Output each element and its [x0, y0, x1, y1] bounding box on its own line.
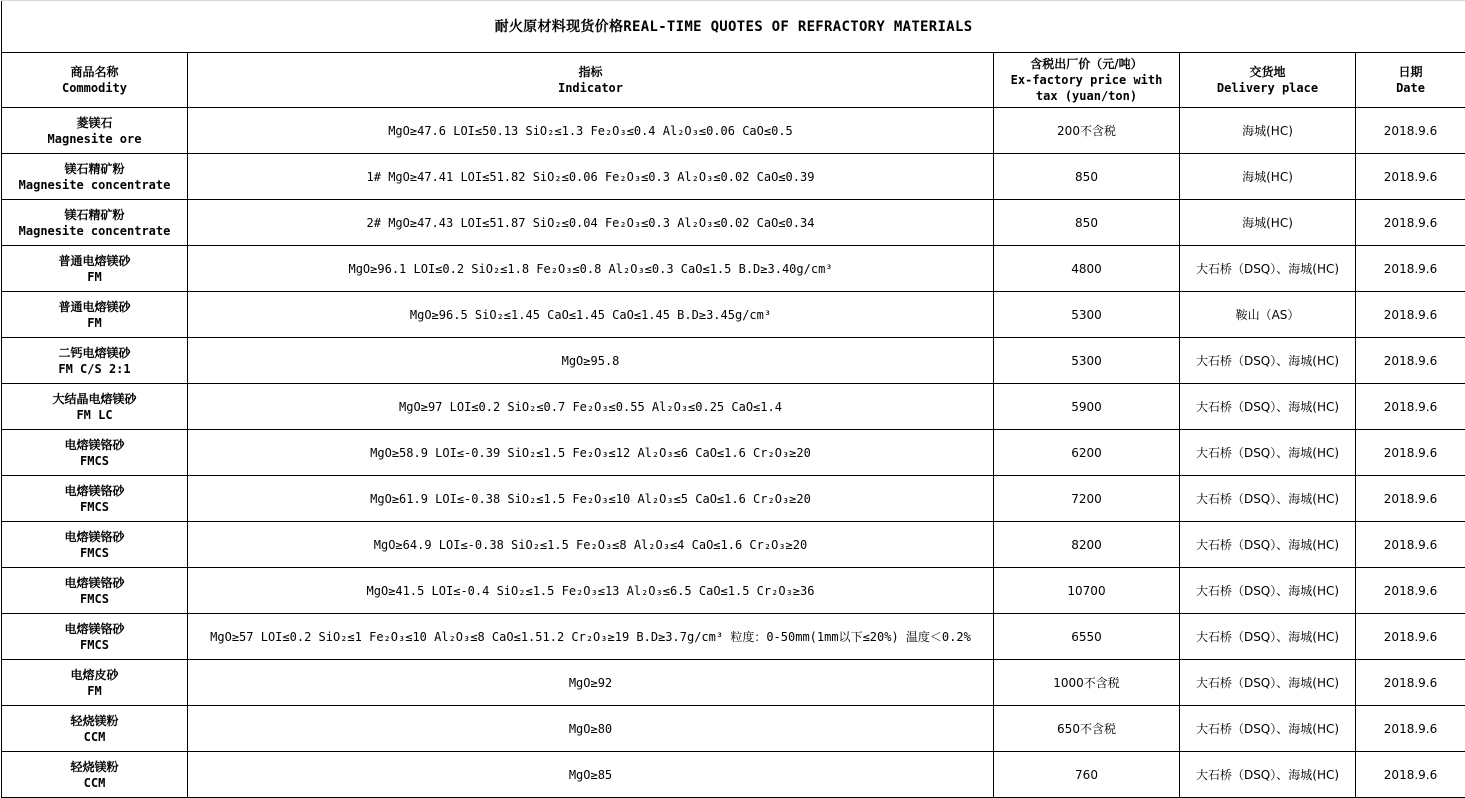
commodity-name-zh: 电熔镁铬砂	[64, 621, 125, 636]
title-row	[2, 1, 1465, 53]
indicator-cell: MgO≥92	[188, 660, 994, 706]
indicator-cell: MgO≥41.5 LOI≤-0.4 SiO₂≤1.5 Fe₂O₃≤13 Al₂O₃≤6.5 CaO≤1.5 Cr₂O₃≥36	[188, 568, 994, 614]
table-row	[2, 568, 1465, 614]
commodity-cell	[2, 108, 188, 154]
price-cell: 5300	[994, 292, 1180, 338]
table-row	[2, 338, 1465, 384]
commodity-name-en: Magnesite ore	[47, 131, 142, 146]
table-row	[2, 246, 1465, 292]
date-cell: 2018.9.6	[1356, 568, 1465, 614]
delivery-place-cell: 大石桥（DSQ）、海城(HC)	[1180, 476, 1356, 522]
header-row	[2, 53, 1465, 108]
commodity-cell	[2, 338, 188, 384]
indicator-cell: MgO≥97 LOI≤0.2 SiO₂≤0.7 Fe₂O₃≤0.55 Al₂O₃≤0.25 CaO≤1.4	[188, 384, 994, 430]
price-cell: 4800	[994, 246, 1180, 292]
quotes-table	[1, 0, 1465, 798]
date-cell: 2018.9.6	[1356, 154, 1465, 200]
commodity-name-zh: 镁石精矿粉	[64, 207, 125, 222]
header-commodity	[2, 53, 188, 108]
header-date-en: Date	[1396, 81, 1425, 95]
commodity-name-zh: 电熔皮砂	[70, 667, 119, 682]
price-cell: 5300	[994, 338, 1180, 384]
date-cell: 2018.9.6	[1356, 246, 1465, 292]
indicator-cell: MgO≥64.9 LOI≤-0.38 SiO₂≤1.5 Fe₂O₃≤8 Al₂O₃≤4 CaO≤1.6 Cr₂O₃≥20	[188, 522, 994, 568]
indicator-cell: 2# MgO≥47.43 LOI≤51.87 SiO₂≤0.04 Fe₂O₃≤0.3 Al₂O₃≤0.02 CaO≤0.34	[188, 200, 994, 246]
indicator-cell: MgO≥96.1 LOI≤0.2 SiO₂≤1.8 Fe₂O₃≤0.8 Al₂O₃≤0.3 CaO≤1.5 B.D≥3.40g/cm³	[188, 246, 994, 292]
commodity-name-zh: 轻烧镁粉	[70, 713, 119, 728]
date-cell: 2018.9.6	[1356, 384, 1465, 430]
commodity-cell	[2, 154, 188, 200]
date-cell: 2018.9.6	[1356, 108, 1465, 154]
price-cell: 5900	[994, 384, 1180, 430]
table-row	[2, 752, 1465, 798]
price-cell: 6200	[994, 430, 1180, 476]
indicator-cell: MgO≥85	[188, 752, 994, 798]
table-row	[2, 522, 1465, 568]
date-cell: 2018.9.6	[1356, 476, 1465, 522]
commodity-name-en: FMCS	[80, 499, 109, 514]
price-cell: 650不含税	[994, 706, 1180, 752]
commodity-name-en: FM	[87, 315, 102, 330]
commodity-cell	[2, 200, 188, 246]
delivery-place-cell: 海城(HC)	[1180, 108, 1356, 154]
delivery-place-cell: 大石桥（DSQ）、海城(HC)	[1180, 384, 1356, 430]
header-place-zh: 交货地	[1249, 65, 1286, 79]
commodity-cell	[2, 246, 188, 292]
table-row	[2, 614, 1465, 660]
table-title: 耐火原材料现货价格REAL-TIME QUOTES OF REFRACTORY MATERIALS	[2, 1, 1465, 53]
commodity-cell	[2, 292, 188, 338]
price-cell: 850	[994, 154, 1180, 200]
indicator-cell: MgO≥47.6 LOI≤50.13 SiO₂≤1.3 Fe₂O₃≤0.4 Al₂O₃≤0.06 CaO≤0.5	[188, 108, 994, 154]
commodity-cell	[2, 430, 188, 476]
header-date-zh: 日期	[1398, 65, 1423, 79]
price-cell: 6550	[994, 614, 1180, 660]
price-cell: 200不含税	[994, 108, 1180, 154]
commodity-name-zh: 二钙电熔镁砂	[58, 345, 131, 360]
table-row	[2, 660, 1465, 706]
commodity-name-zh: 电熔镁铬砂	[64, 529, 125, 544]
commodity-name-zh: 电熔镁铬砂	[64, 483, 125, 498]
table-row	[2, 200, 1465, 246]
indicator-cell: MgO≥95.8	[188, 338, 994, 384]
commodity-name-zh: 电熔镁铬砂	[64, 437, 125, 452]
date-cell: 2018.9.6	[1356, 614, 1465, 660]
delivery-place-cell: 大石桥（DSQ）、海城(HC)	[1180, 706, 1356, 752]
delivery-place-cell: 海城(HC)	[1180, 200, 1356, 246]
delivery-place-cell: 鞍山（AS）	[1180, 292, 1356, 338]
date-cell: 2018.9.6	[1356, 522, 1465, 568]
commodity-name-en: FM C/S 2:1	[58, 361, 131, 376]
header-price-zh: 含税出厂价（元/吨）	[1030, 57, 1143, 71]
header-commodity-zh: 商品名称	[70, 65, 119, 79]
commodity-name-en: FMCS	[80, 637, 109, 652]
commodity-name-en: Magnesite concentrate	[18, 177, 171, 192]
indicator-cell: MgO≥57 LOI≤0.2 SiO₂≤1 Fe₂O₃≤10 Al₂O₃≤8 CaO≤1.51.2 Cr₂O₃≥19 B.D≥3.7g/cm³ 粒度：0-50mm(1mm以下≤20%) 温度＜0.2%	[188, 614, 994, 660]
header-price-en: Ex-factory price with	[1010, 73, 1163, 87]
date-cell: 2018.9.6	[1356, 200, 1465, 246]
table-row	[2, 108, 1465, 154]
table-row	[2, 430, 1465, 476]
delivery-place-cell: 大石桥（DSQ）、海城(HC)	[1180, 430, 1356, 476]
commodity-name-zh: 轻烧镁粉	[70, 759, 119, 774]
header-price-en2: tax (yuan/ton)	[1035, 89, 1138, 103]
price-cell: 1000不含税	[994, 660, 1180, 706]
price-cell: 850	[994, 200, 1180, 246]
commodity-name-zh: 电熔镁铬砂	[64, 575, 125, 590]
commodity-name-en: FMCS	[80, 591, 109, 606]
date-cell: 2018.9.6	[1356, 292, 1465, 338]
header-indicator	[188, 53, 994, 108]
table-row	[2, 476, 1465, 522]
price-cell: 8200	[994, 522, 1180, 568]
indicator-cell: MgO≥58.9 LOI≤-0.39 SiO₂≤1.5 Fe₂O₃≤12 Al₂O₃≤6 CaO≤1.6 Cr₂O₃≥20	[188, 430, 994, 476]
commodity-name-en: CCM	[83, 775, 106, 790]
commodity-cell	[2, 752, 188, 798]
commodity-cell	[2, 706, 188, 752]
commodity-cell	[2, 522, 188, 568]
delivery-place-cell: 大石桥（DSQ）、海城(HC)	[1180, 752, 1356, 798]
commodity-name-en: FM	[87, 683, 102, 698]
date-cell: 2018.9.6	[1356, 752, 1465, 798]
delivery-place-cell: 大石桥（DSQ）、海城(HC)	[1180, 568, 1356, 614]
commodity-name-en: CCM	[83, 729, 106, 744]
delivery-place-cell: 大石桥（DSQ）、海城(HC)	[1180, 338, 1356, 384]
commodity-name-zh: 菱镁石	[76, 115, 113, 130]
delivery-place-cell: 海城(HC)	[1180, 154, 1356, 200]
commodity-cell	[2, 476, 188, 522]
date-cell: 2018.9.6	[1356, 338, 1465, 384]
commodity-cell	[2, 660, 188, 706]
commodity-name-zh: 大结晶电熔镁砂	[52, 391, 137, 406]
delivery-place-cell: 大石桥（DSQ）、海城(HC)	[1180, 522, 1356, 568]
indicator-cell: MgO≥96.5 SiO₂≤1.45 CaO≤1.45 CaO≤1.45 B.D≥3.45g/cm³	[188, 292, 994, 338]
commodity-name-en: FM	[87, 269, 102, 284]
indicator-cell: MgO≥80	[188, 706, 994, 752]
table-row	[2, 384, 1465, 430]
price-cell: 10700	[994, 568, 1180, 614]
header-price	[994, 53, 1180, 108]
header-commodity-en: Commodity	[61, 81, 128, 95]
price-sheet	[1, 0, 1465, 798]
delivery-place-cell: 大石桥（DSQ）、海城(HC)	[1180, 660, 1356, 706]
commodity-name-en: FM LC	[76, 407, 113, 422]
table-row	[2, 292, 1465, 338]
date-cell: 2018.9.6	[1356, 430, 1465, 476]
commodity-name-en: FMCS	[80, 545, 109, 560]
date-cell: 2018.9.6	[1356, 706, 1465, 752]
commodity-cell	[2, 614, 188, 660]
commodity-name-en: Magnesite concentrate	[18, 223, 171, 238]
commodity-name-zh: 普通电熔镁砂	[58, 253, 131, 268]
header-indicator-zh: 指标	[578, 65, 603, 79]
commodity-name-zh: 镁石精矿粉	[64, 161, 125, 176]
delivery-place-cell: 大石桥（DSQ）、海城(HC)	[1180, 246, 1356, 292]
price-cell: 7200	[994, 476, 1180, 522]
table-row	[2, 154, 1465, 200]
delivery-place-cell: 大石桥（DSQ）、海城(HC)	[1180, 614, 1356, 660]
header-delivery-place	[1180, 53, 1356, 108]
table-row	[2, 706, 1465, 752]
commodity-cell	[2, 568, 188, 614]
commodity-name-zh: 普通电熔镁砂	[58, 299, 131, 314]
commodity-name-en: FMCS	[80, 453, 109, 468]
date-cell: 2018.9.6	[1356, 660, 1465, 706]
commodity-cell	[2, 384, 188, 430]
header-indicator-en: Indicator	[557, 81, 624, 95]
indicator-cell: 1# MgO≥47.41 LOI≤51.82 SiO₂≤0.06 Fe₂O₃≤0.3 Al₂O₃≤0.02 CaO≤0.39	[188, 154, 994, 200]
price-cell: 760	[994, 752, 1180, 798]
header-date	[1356, 53, 1465, 108]
indicator-cell: MgO≥61.9 LOI≤-0.38 SiO₂≤1.5 Fe₂O₃≤10 Al₂O₃≤5 CaO≤1.6 Cr₂O₃≥20	[188, 476, 994, 522]
header-place-en: Delivery place	[1216, 81, 1319, 95]
